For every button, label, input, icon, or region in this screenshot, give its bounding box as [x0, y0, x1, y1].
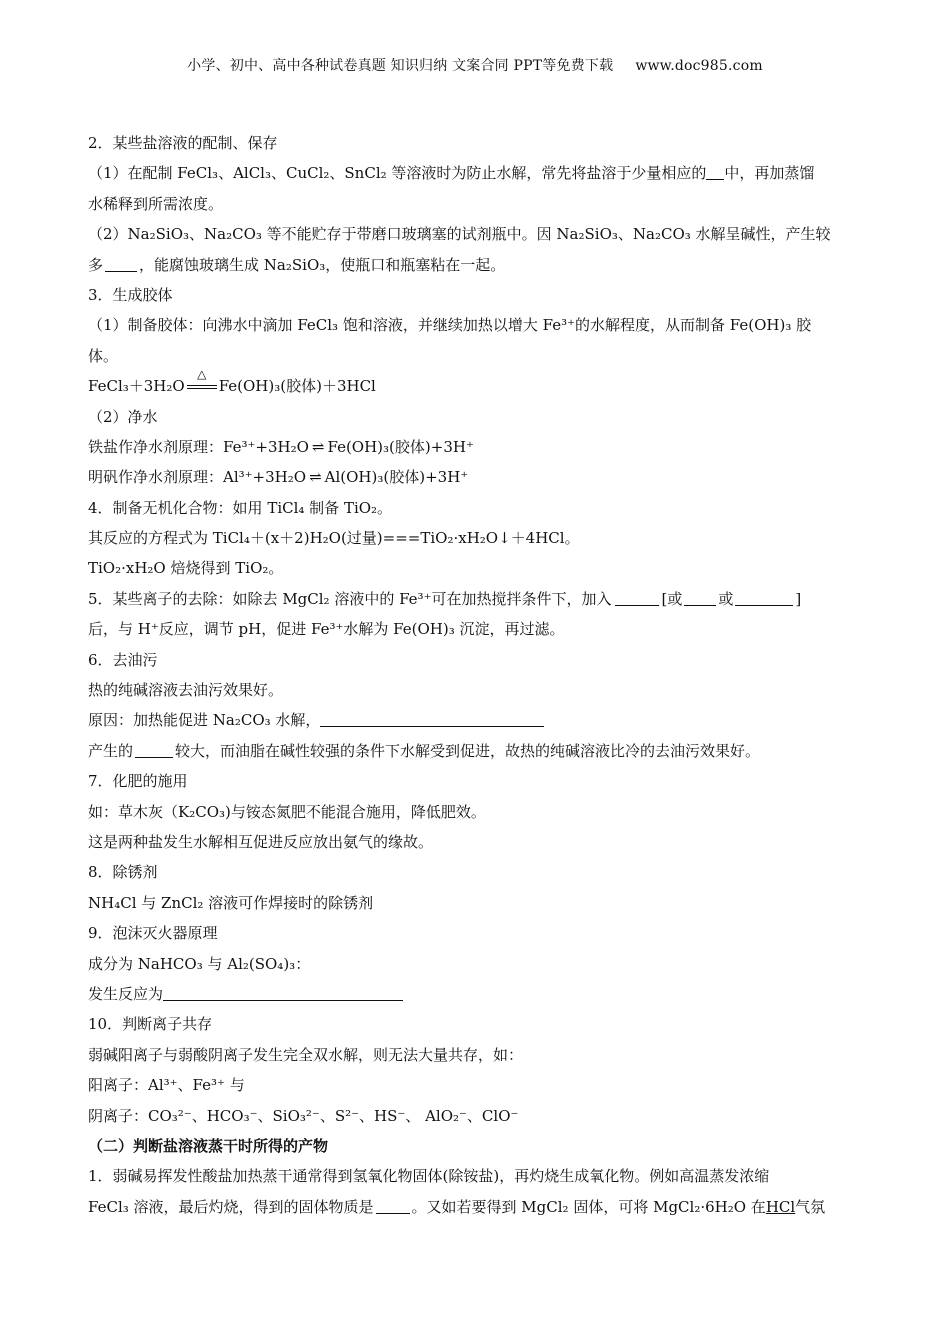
paragraph-line: 产生的 较大，而油脂在碱性较强的条件下水解受到促进，故热的纯碱溶液比冷的去油污效果好。: [88, 741, 761, 760]
paragraph-line: 其反应的方程式为 TiCl₄＋(x＋2)H₂O(过量)===TiO₂·xH₂O↓＋4HCl。: [88, 529, 580, 548]
answer-blank[interactable]: [706, 165, 724, 180]
paragraph-line: 发生反应为: [88, 979, 868, 1009]
header-text: 小学、初中、高中各种试卷真题 知识归纳 文案合同 PPT等免费下载: [187, 58, 614, 74]
answer-blank[interactable]: [376, 1199, 410, 1214]
paragraph-line: 5．某些离子的去除：如除去 MgCl₂ 溶液中的 Fe³⁺可在加热搅拌条件下，加入 [或 或 ]: [88, 589, 802, 608]
section-heading: 3．生成胶体: [88, 285, 173, 304]
section-heading: 10．判断离子共存: [88, 1015, 213, 1034]
underlined-term: HCl: [765, 1197, 796, 1216]
paragraph-line: 热的纯碱溶液去油污效果好。: [88, 681, 284, 700]
section-heading: 8．除锈剂: [88, 863, 158, 882]
document-body: [88, 128, 868, 1222]
answer-blank[interactable]: [105, 257, 137, 272]
section-heading: （2）净水: [88, 407, 158, 426]
section-heading: 4．制备无机化合物：如用 TiCl₄ 制备 TiO₂。: [88, 498, 393, 517]
paragraph-line: （2）Na₂SiO₃、Na₂CO₃ 等不能贮存于带磨口玻璃塞的试剂瓶中。因 Na₂SiO₃、Na₂CO₃ 水解呈碱性，产生较: [88, 225, 831, 244]
paragraph-line: 水稀释到所需浓度。: [88, 194, 224, 213]
equation-line: 铁盐作净水剂原理：Fe³⁺+3H₂O ⇌ Fe(OH)₃(胶体)+3H⁺: [88, 437, 474, 456]
subsection-heading: （二）判断盐溶液蒸干时所得的产物: [88, 1136, 329, 1155]
section-heading: 6．去油污: [88, 650, 158, 669]
paragraph-line: FeCl₃ 溶液，最后灼烧，得到的固体物质是 。又如若要得到 MgCl₂ 固体，可将 MgCl₂·6H₂O 在HCl气氛: [88, 1197, 826, 1216]
paragraph-line: 体。: [88, 346, 119, 365]
paragraph-line: 阳离子：Al³⁺、Fe³⁺ 与: [88, 1076, 245, 1095]
header-site-link[interactable]: www.doc985.com: [635, 58, 763, 74]
section-heading: 9．泡沫灭火器原理: [88, 924, 218, 943]
equilibrium-arrow-icon: ⇌: [311, 437, 325, 456]
equation-line: FeCl₃＋3H₂O △ Fe(OH)₃(胶体)＋3HCl: [88, 371, 376, 396]
paragraph-line: 原因：加热能促进 Na₂CO₃ 水解，: [88, 705, 868, 735]
paragraph-line: 阴离子：CO₃²⁻、HCO₃⁻、SiO₃²⁻、S²⁻、HS⁻、 AlO₂⁻、ClO⁻: [88, 1106, 519, 1125]
answer-blank[interactable]: [615, 591, 659, 606]
answer-blank[interactable]: [135, 743, 173, 758]
heat-equals-sign: △: [187, 377, 217, 393]
paragraph-line: （1）在配制 FeCl₃、AlCl₃、CuCl₂、SnCl₂ 等溶液时为防止水解，常先将盐溶于少量相应的 中，再加蒸馏: [88, 164, 815, 183]
paragraph-line: 这是两种盐发生水解相互促进反应放出氨气的缘故。: [88, 832, 434, 851]
paragraph-line: NH₄Cl 与 ZnCl₂ 溶液可作焊接时的除锈剂: [88, 893, 374, 912]
equilibrium-arrow-icon: ⇌: [309, 468, 322, 487]
answer-blank[interactable]: [735, 591, 793, 606]
section-heading: 2．某些盐溶液的配制、保存: [88, 134, 278, 152]
paragraph-line: 1．弱碱易挥发性酸盐加热蒸干通常得到氢氧化物固体(除铵盐)，再灼烧生成氧化物。例如高温蒸发浓缩: [88, 1167, 770, 1186]
paragraph-line: 弱碱阳离子与弱酸阴离子发生完全双水解，则无法大量共存，如：: [88, 1045, 524, 1064]
paragraph-line: TiO₂·xH₂O 焙烧得到 TiO₂。: [88, 559, 284, 578]
equation-line: 明矾作净水剂原理：Al³⁺+3H₂O ⇌ Al(OH)₃(胶体)+3H⁺: [88, 468, 469, 487]
section-heading: 7．化肥的施用: [88, 772, 188, 791]
paragraph-line: 如：草木灰（K₂CO₃)与铵态氮肥不能混合施用，降低肥效。: [88, 802, 486, 821]
paragraph-line: 后，与 H⁺反应，调节 pH，促进 Fe³⁺水解为 Fe(OH)₃ 沉淀，再过滤。: [88, 620, 565, 639]
answer-blank[interactable]: [684, 591, 716, 606]
answer-blank[interactable]: [320, 712, 544, 727]
answer-blank[interactable]: [163, 986, 403, 1001]
paragraph-line: （1）制备胶体：向沸水中滴加 FeCl₃ 饱和溶液，并继续加热以增大 Fe³⁺的水解程度，从而制备 Fe(OH)₃ 胶: [88, 316, 812, 335]
paragraph-line: 成分为 NaHCO₃ 与 Al₂(SO₄)₃：: [88, 954, 311, 973]
paragraph-line: 多 ，能腐蚀玻璃生成 Na₂SiO₃，使瓶口和瓶塞粘在一起。: [88, 255, 506, 274]
page-header: [0, 55, 950, 75]
